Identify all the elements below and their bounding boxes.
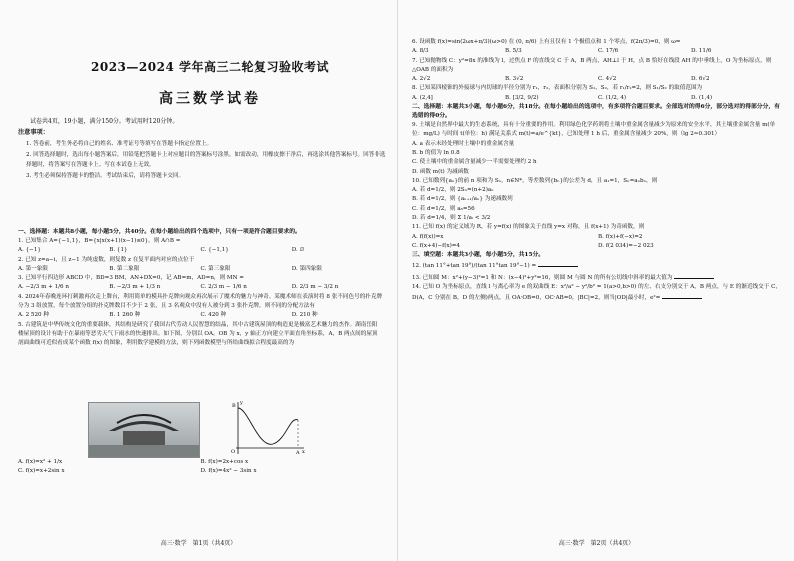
- question-13-text: 13. 已知圆 M：x²+(y−3)²=1 和 N：(x−4)²+y²=16，则圆 M 与圆 N 的所有公切线中斜率的最大值为: [412, 274, 673, 281]
- answer-blank: [662, 292, 702, 299]
- point-a-label: A: [296, 450, 300, 456]
- option: C. (1/2, 4): [598, 94, 627, 101]
- option: B. 若 d=1/2，则 {aₙ₊₁/aₙ} 为递减数列: [412, 196, 513, 203]
- pavilion-photo: [88, 402, 200, 458]
- question-12: [412, 260, 784, 271]
- question-6: 6. 设函数 f(x)=sin(2ωx+π/3)(ω>0) 在 (0, π/6) 上有且仅有 1 个极值点和 1 个零点，f(2π/3)=0，则 ω=: [412, 39, 681, 45]
- option: D. 210 种: [291, 312, 318, 319]
- x-label: x: [302, 449, 305, 455]
- section-heading: 一、选择题：本题共8小题，每小题5分，共40分。在每小题给出的四个选项中，只有一项是符合题目要求的。: [18, 229, 301, 235]
- section-heading: 三、填空题：本题共3小题，每小题5分，共15分。: [412, 252, 545, 259]
- option: C. 若 d=1/2，则 a₆=56: [412, 205, 475, 212]
- question-8-options: [412, 94, 784, 103]
- option: B. 第二象限: [109, 265, 140, 272]
- y-label: y: [240, 400, 243, 406]
- question-4-options: [18, 311, 383, 320]
- note-item: 1. 答卷前，考生务必将自己的姓名、准考证号等填写在答题卡指定位置上。: [26, 141, 213, 147]
- option: B. f(x)+f(−x)=2: [598, 233, 643, 240]
- option: A. a 表示未经处理时土壤中的重金属含量: [412, 140, 515, 147]
- question-12-text: 12. (tan 11°+tan 19°)/(tan 11°tan 19°−1) =: [412, 263, 537, 270]
- question-8: 8. 已知某四棱锥的外接球与内切球的半径分别为 r₁，r₂，表面积分别为 S₁，S₂，若 r₁/r₂=2，则 S₁/S₂ 的取值范围为: [412, 85, 703, 92]
- option: B. {1}: [109, 247, 128, 254]
- question-5: 5. 古建筑是中华传统文化的重要载体，其结构是研究了我国古代劳动人民智慧的结晶，其中古建筑屋顶的构造更是极富艺术魅力的杰作。湖南岳阳楼屋顶的设计有助于在暴雨等恶劣天气下雨水的快速排出。如下图，分别以 OA，OB 为 x，y 轴正方向建立平面直角坐标系，A，B 两点间的屋顶剖面曲线可近似看成某个函数 f(x) 的图象，利用数学建模的方法，则下列函数模型与所给曲线拟合程度最高的为: [18, 321, 378, 347]
- option: C. 使土壤中的重金属含量减少一半需要处理约 2 h: [412, 159, 537, 166]
- question-14-text: 14. 已知 O 为坐标原点，直线 l 与离心率为 e 的双曲线 E：x²/a² − y²/b² = 1(a>0,b>0) 的左、右支分别交于 A，B 两点，与 E 的渐近线交于 C，D(A，C 分别在 B，D 的左侧)两点，且 OA·OB=0，OC·AB=0，|BC|=2，则当|OD|最小时，e²=: [412, 283, 781, 302]
- question-14: [412, 283, 784, 304]
- option: B. f(x)=2x+cos x: [200, 459, 249, 465]
- option: B. 5/3: [505, 48, 522, 55]
- answer-blank: [674, 272, 714, 279]
- option: B. b 的值为 ln 0.8: [412, 149, 460, 156]
- origin-label: O: [231, 449, 236, 455]
- question-10: 10. 已知数列{aₙ}的前 n 项和为 Sₙ，n∈N*，等差数列{bₙ}的公差为 d，且 a₁=1，Sₙ=aₙbₙ，则: [412, 177, 658, 184]
- note-item: 2. 回答选择题时，选出每小题答案后，用铅笔把答题卡上对应题目的答案标号涂黑。如需改动，用橡皮擦干净后，再选涂其他答案标号。回答非选择题时，将答案写在答题卡上。写在本试卷上无效。: [26, 152, 386, 168]
- option: B. 1 260 种: [109, 312, 141, 319]
- pavilion-icon: [89, 403, 199, 457]
- option: A. 2√2: [412, 76, 431, 83]
- question-3-options: [18, 283, 383, 292]
- question-11: 11. 已知 f(x) 的定义域为 R，若 y=f(x) 的图象关于直线 y=x 对称，且 f(x+1) 为奇函数，则: [412, 224, 645, 231]
- question-7-options: [412, 75, 784, 84]
- point-b-label: B: [232, 403, 236, 409]
- question-2-options: [18, 265, 383, 274]
- exam-title: 2023—2024 学年高三二轮复习验收考试: [91, 60, 329, 74]
- section-heading: 二、选择题：本题共3小题，每小题6分，共18分。在每小题给出的选项中，有多项符合题目要求。全部选对的得6分，部分选对的得部分分，有选错的得0分。: [412, 104, 780, 120]
- exam-info: 试卷共4页，19小题，满分150分。考试用时120分钟。: [30, 118, 179, 125]
- option: C. {−1,1}: [200, 247, 229, 254]
- option: C. 17/6: [598, 48, 619, 55]
- notes-list: [26, 139, 386, 182]
- option: C. 第三象限: [200, 265, 231, 272]
- question-11-options: [412, 233, 784, 252]
- option: A. 第一象限: [18, 265, 48, 272]
- subject-title: 高三数学试卷: [159, 91, 261, 107]
- option: A. 8/3: [412, 48, 429, 55]
- notes-heading: 注意事项：: [18, 129, 49, 136]
- option: B. −2/3 m + 1/3 n: [109, 284, 161, 291]
- right-column: [412, 38, 784, 303]
- option: D. 2/3 m − 3/2 n: [291, 284, 339, 291]
- option: D. ∅: [291, 247, 305, 254]
- page-footer: 高三·数学 第2页（共4页）: [558, 540, 635, 547]
- question-4: 4. 2024年春晚连环打刺激再次走上舞台，利用简单的模具扑克牌向观众再次展示了魔术的魅力与神奇。某魔术师在表演时将 8 张不同色号的扑克牌分为 3 组放置，每个放置分组的扑克牌数目不少于 2 张，且 3 名观众中没有人被分到 3 张扑克牌，则不同的分配方法有: [18, 293, 383, 310]
- question-7: 7. 已知抛物线 C：y²=8x 的准线为 l，过焦点 F 的直线交 C 于 A，B 两点，AH⊥l 于 H，点 B 恰好在线段 AH 的中垂线上，O 为坐标原点，则△OAB 的面积为: [412, 57, 772, 73]
- option: A. 若 d=1/2，则 2Sₙ=(n+2)aₙ: [412, 187, 494, 194]
- question-5-options-block: [18, 458, 383, 477]
- question-2: 2. 已知 z=a−i，且 z−1 为纯虚数，则复数 z 在复平面内对应的点位于: [18, 256, 195, 263]
- roof-curve-graph: [228, 398, 308, 456]
- question-6-options: [412, 47, 784, 56]
- page-2: [397, 0, 794, 561]
- answer-blank: [538, 260, 578, 267]
- page-footer: 高三·数学 第1页（共4页）: [160, 540, 237, 547]
- option: A. −2/3 m + 1/6 n: [18, 284, 69, 291]
- option: D. 第四象限: [291, 265, 322, 272]
- section-1: [18, 228, 383, 349]
- option: A. 2 520 种: [18, 312, 49, 319]
- roof-curve: [238, 408, 298, 444]
- option: B. [3/2, 9/2): [505, 94, 539, 101]
- option: D. 函数 m(t) 为减函数: [412, 168, 469, 175]
- question-9: 9. 土壤是自然界中最大的生态系统，具有十分重要的作用。利用绿色化学药剂将土壤中重金属含量减少为原来的安全水平，其土壤重金属含量 m(单位：mg/L) 与时间 t(单位：h) 满足关系式 m(t)=a/e^{kt}，已知处理 1 h 后，重金属含量减少 20%，则（lg 2≈0.301）: [412, 122, 776, 138]
- question-1: 1. 已知集合 A={−1,1}，B={x|x(x+1)(x−1)≤0}，则 A∩B =: [18, 238, 181, 244]
- option: A. (2,4]: [412, 94, 433, 101]
- option: D. 若 d=1/4，则 Σ 1/aᵢ < 3/2: [412, 215, 491, 222]
- option: B. 3√2: [505, 76, 524, 83]
- option: D. f(x)=4x² − 3sin x: [200, 468, 257, 475]
- option: D. 11/6: [691, 48, 712, 55]
- option: C. 4√2: [598, 76, 617, 83]
- option: D. f(2 034)=−2 023: [598, 242, 654, 249]
- question-13: [412, 272, 784, 283]
- option: C. 2/3 m − 1/6 n: [200, 284, 247, 291]
- option: D. 6√2: [691, 76, 710, 83]
- option: C. f(x+4)−f(x)=4: [412, 242, 460, 249]
- option: D. (1,4): [691, 94, 713, 101]
- option: A. f(x)=x² + 1/x: [18, 459, 63, 465]
- question-3: 3. 已知平行四边形 ABCD 中，BD=3 BM，AN+DX=0，记 AB=m，AD=n，则 MN =: [18, 275, 244, 282]
- option: C. 420 种: [200, 312, 227, 319]
- option: C. f(x)=x+2sin x: [18, 468, 65, 475]
- option: A. f(f(x))=x: [412, 233, 444, 240]
- question-1-options: [18, 246, 383, 255]
- option: A. {−1}: [18, 247, 41, 254]
- question-5-options: [18, 458, 383, 477]
- note-item: 3. 考生必须保持答题卡的整洁。考试结束后，请将答题卡交回。: [26, 173, 185, 179]
